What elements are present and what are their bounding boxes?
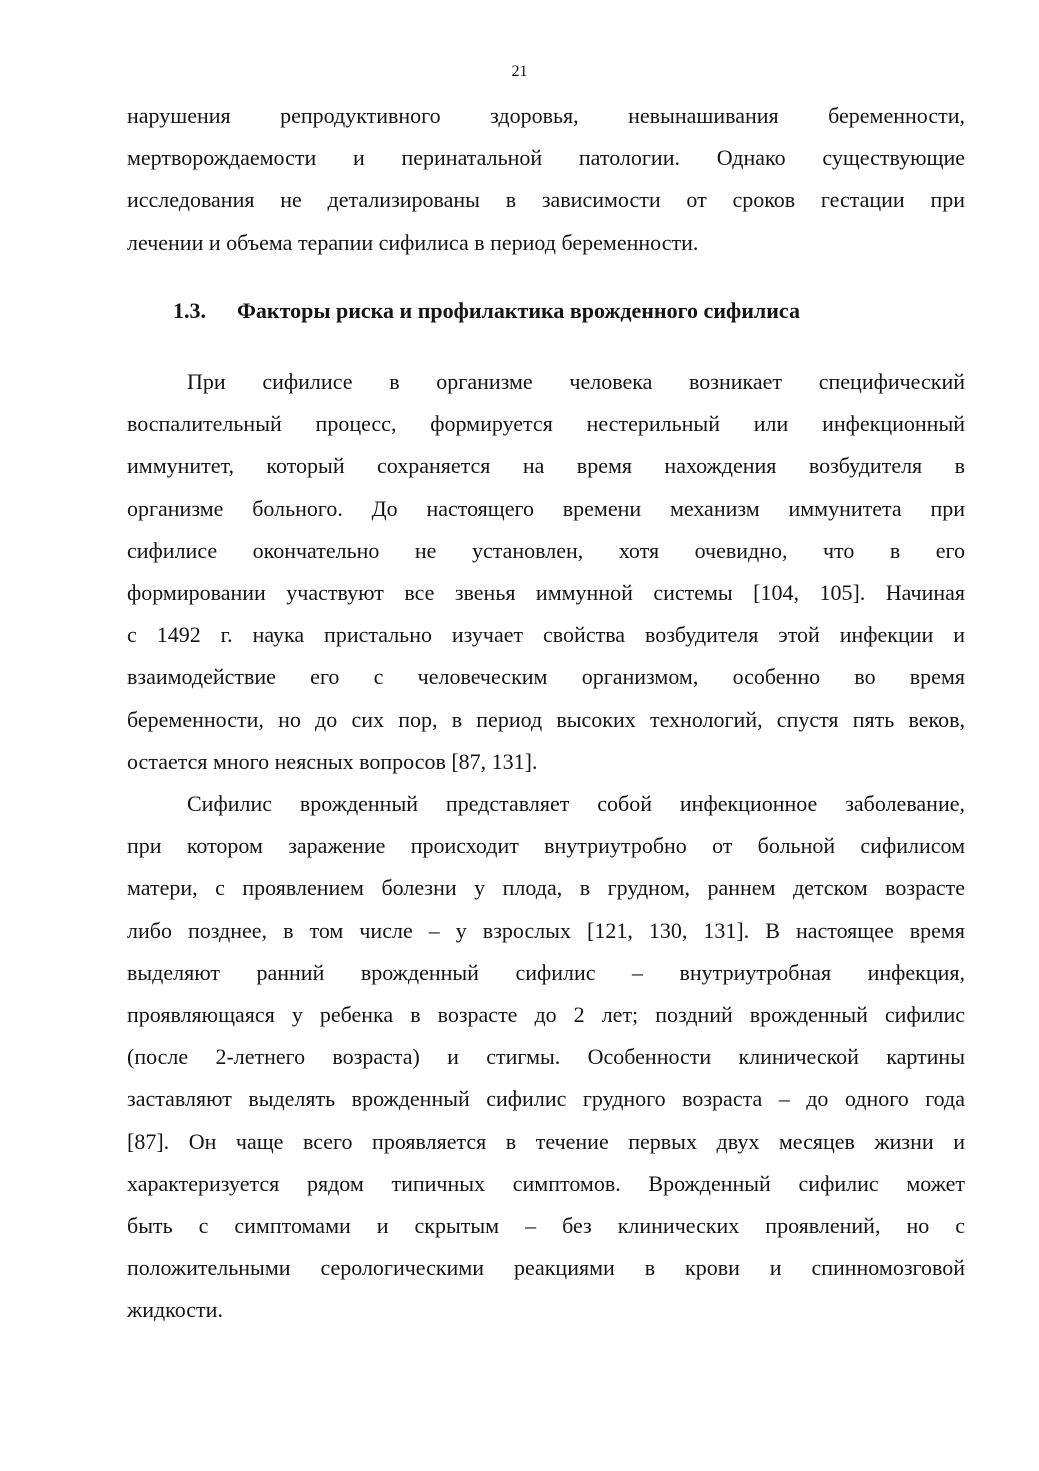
paragraph-line: формировании участвуют все звенья иммунной системы [104, 105]. Начиная: [127, 579, 965, 605]
section-heading-title: Факторы риска и профилактика врожденного сифилиса: [237, 298, 800, 323]
paragraph-line: организме больного. До настоящего времени механизм иммунитета при: [127, 495, 965, 521]
paragraph-line: Сифилис врожденный представляет собой инфекционное заболевание,: [187, 791, 965, 816]
paragraph-immunity: [127, 361, 965, 783]
paragraph-line: с 1492 г. наука пристально изучает свойства возбудителя этой инфекции и: [127, 622, 965, 648]
paragraph-line: мертворождаемости и перинатальной патологии. Однако существующие: [127, 145, 965, 171]
paragraph-line: при котором заражение происходит внутриутробно от больной сифилисом: [127, 833, 965, 859]
paragraph-line: матери, с проявлением болезни у плода, в грудном, раннем детском возрасте: [127, 875, 965, 901]
paragraph-continuation: [127, 95, 965, 264]
paragraph-congenital-syphilis: [127, 783, 965, 1331]
page-number: 21: [511, 63, 528, 80]
paragraph-line: При сифилисе в организме человека возникает специфический: [187, 369, 965, 394]
paragraph-line: сифилисе окончательно не установлен, хотя очевидно, что в его: [127, 537, 965, 563]
paragraph-line: характеризуется рядом типичных симптомов. Врожденный сифилис может: [127, 1170, 965, 1196]
section-heading: [173, 294, 800, 328]
paragraph-line: воспалительный процесс, формируется нестерильный или инфекционный: [127, 411, 965, 437]
paragraph-line: исследования не детализированы в зависимости от сроков гестации при: [127, 187, 965, 213]
paragraph-line: жидкости.: [127, 1297, 223, 1323]
paragraph-line: остается много неясных вопросов [87, 131].: [127, 748, 538, 774]
section-heading-number: 1.3.: [173, 298, 206, 323]
paragraph-line: беременности, но до сих пор, в период высоких технологий, спустя пять веков,: [127, 706, 965, 732]
paragraph-line: взаимодействие его с человеческим организмом, особенно во время: [127, 664, 965, 690]
paragraph-line: лечении и объема терапии сифилиса в период беременности.: [127, 229, 699, 255]
paragraph-line: быть с симптомами и скрытым – без клинических проявлений, но с: [127, 1212, 965, 1238]
paragraph-line: заставляют выделять врожденный сифилис грудного возраста – до одного года: [127, 1086, 965, 1112]
paragraph-line: нарушения репродуктивного здоровья, невынашивания беременности,: [127, 103, 965, 128]
paragraph-line: выделяют ранний врожденный сифилис – внутриутробная инфекция,: [127, 959, 965, 985]
paragraph-line: (после 2-летнего возраста) и стигмы. Особенности клинической картины: [127, 1044, 965, 1070]
paragraph-line: проявляющаяся у ребенка в возрасте до 2 лет; поздний врожденный сифилис: [127, 1001, 965, 1027]
paragraph-line: [87]. Он чаще всего проявляется в течение первых двух месяцев жизни и: [127, 1128, 965, 1154]
paragraph-line: иммунитет, который сохраняется на время нахождения возбудителя в: [127, 453, 965, 479]
paragraph-line: положительными серологическими реакциями в крови и спинномозговой: [127, 1255, 965, 1281]
paragraph-line: либо позднее, в том числе – у взрослых [121, 130, 131]. В настоящее время: [127, 917, 965, 943]
